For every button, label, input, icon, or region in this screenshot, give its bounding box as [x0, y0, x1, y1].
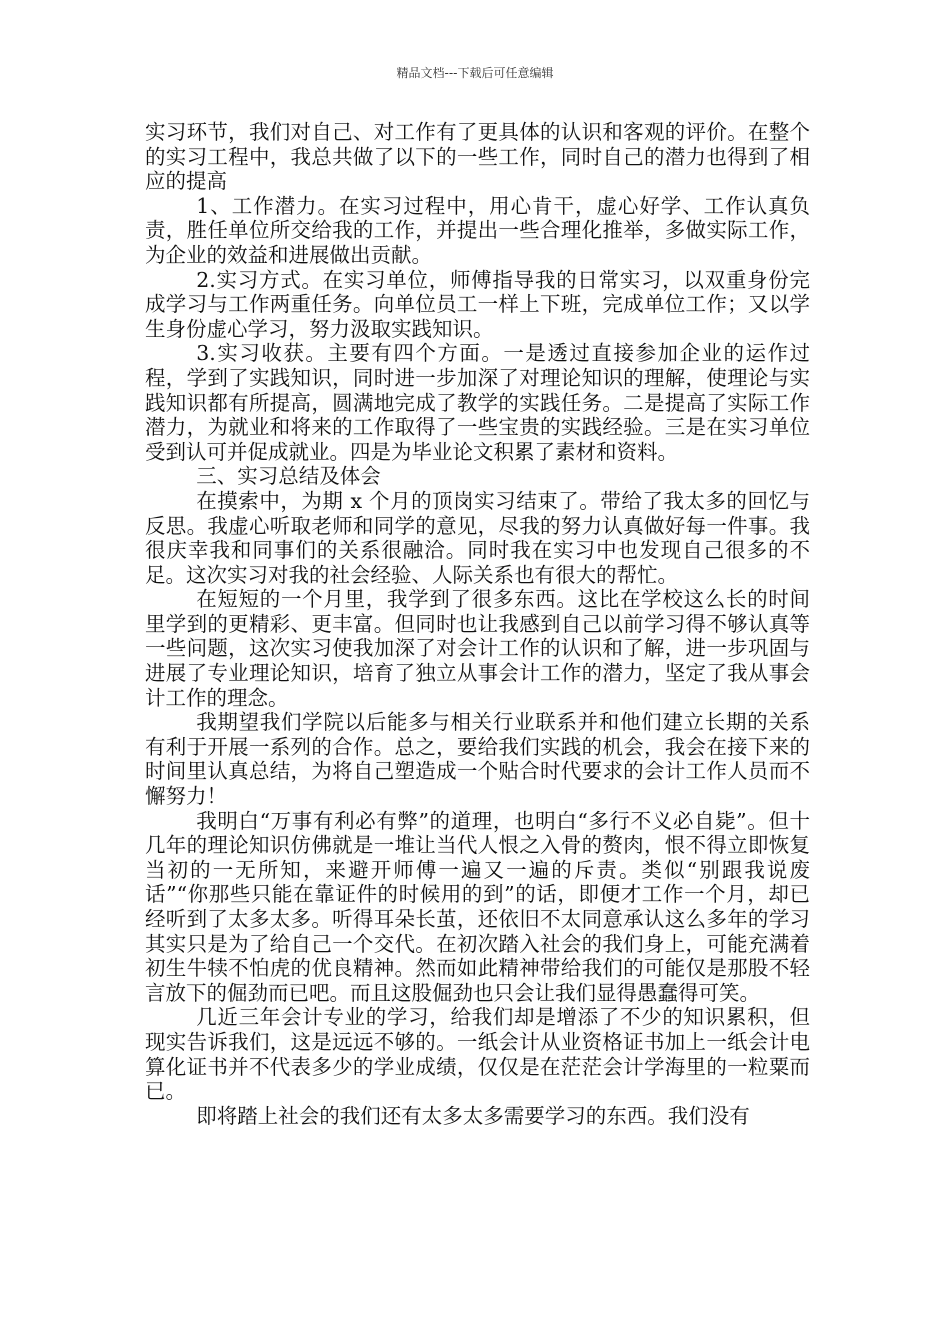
paragraph-3: 2.实习方式。在实习单位，师傅指导我的日常实习，以双重身份完成学习与工作两重任务。向单位员工一样上下班，完成单位工作；又以学生身份虚心学习，努力汲取实践知识。 — [145, 267, 810, 341]
section-heading: 三、实习总结及体会 — [196, 464, 381, 489]
document-body — [145, 120, 810, 1128]
paragraph-2: 1、工作潜力。在实习过程中，用心肯干，虚心好学、工作认真负责，胜任单位所交给我的工作，并提出一些合理化推举，多做实际工作，为企业的效益和进展做出贡献。 — [145, 193, 810, 267]
paragraph-6: 在短短的一个月里，我学到了很多东西。这比在学校这么长的时间里学到的更精彩、更丰富。但同时也让我感到自己以前学习得不够认真等一些问题，这次实习使我加深了对会计工作的认识和了解，进一步巩固与进展了专业理论知识，培育了独立从事会计工作的潜力，坚定了我从事会计工作的理念。 — [145, 587, 810, 710]
page-header: 精品文档---下载后可任意编辑 — [396, 66, 554, 80]
paragraph-4: 3.实习收获。主要有四个方面。一是透过直接参加企业的运作过程，学到了实践知识，同时进一步加深了对理论知识的理解，使理论与实践知识都有所提高，圆满地完成了教学的实践任务。二是提高了实际工作潜力，为就业和将来的工作取得了一些宝贵的实践经验。三是在实习单位受到认可并促成就业。四是为毕业论文积累了素材和资料。 — [145, 341, 810, 464]
paragraph-9: 几近三年会计专业的学习，给我们却是增添了不少的知识累积，但现实告诉我们，这是远远不够的。一纸会计从业资格证书加上一纸会计电算化证书并不代表多少的学业成绩，仅仅是在茫茫会计学海里的一粒粟而已。 — [145, 1005, 810, 1104]
paragraph-1: 实习环节，我们对自己、对工作有了更具体的认识和客观的评价。在整个的实习工程中，我总共做了以下的一些工作，同时自己的潜力也得到了相应的提高 — [145, 120, 810, 194]
paragraph-7: 我期望我们学院以后能多与相关行业联系并和他们建立长期的关系有利于开展一系列的合作。总之，要给我们实践的机会，我会在接下来的时间里认真总结，为将自己塑造成一个贴合时代要求的会计工作人员而不懈努力！ — [145, 710, 810, 809]
paragraph-5: 在摸索中，为期 x 个月的顶岗实习结束了。带给了我太多的回忆与反思。我虚心听取老师和同学的意见，尽我的努力认真做好每一件事。我很庆幸我和同事们的关系很融洽。同时我在实习中也发现自己很多的不足。这次实习对我的社会经验、人际关系也有很大的帮忙。 — [145, 488, 810, 587]
paragraph-10: 即将踏上社会的我们还有太多太多需要学习的东西。我们没有 — [196, 1103, 750, 1128]
paragraph-8: 我明白“万事有利必有弊”的道理，也明白“多行不义必自毙”。但十几年的理论知识仿佛就是一堆让当代人恨之入骨的赘肉，恨不得立即恢复当初的一无所知，来避开师傅一遍又一遍的斥责。类似“别跟我说废话”“你那些只能在靠证件的时候用的到”的话，即便才工作一个月，却已经听到了太多太多。听得耳朵长茧，还依旧不太同意承认这么多年的学习其实只是为了给自己一个交代。在初次踏入社会的我们身上，可能充满着初生牛犊不怕虎的优良精神。然而如此精神带给我们的可能仅是那股不轻言放下的倔劲而已吧。而且这股倔劲也只会让我们显得愚蠢得可笑。 — [145, 808, 810, 1005]
